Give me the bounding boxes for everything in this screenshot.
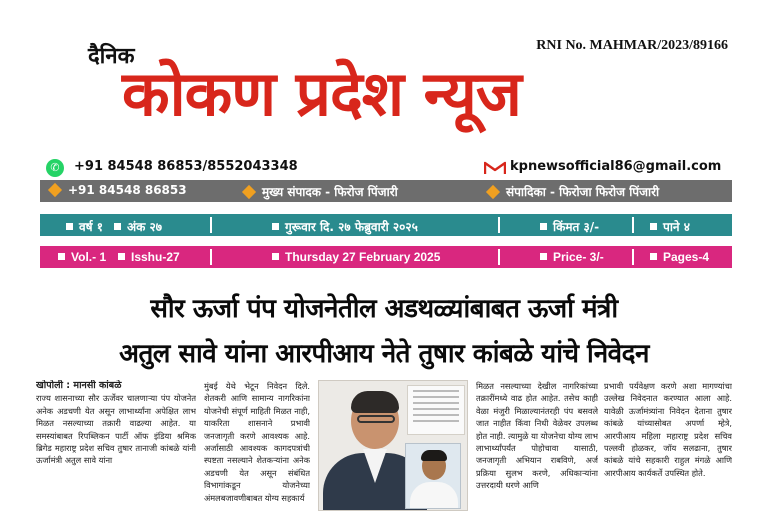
masthead-daily: दैनिक xyxy=(88,44,135,69)
square-bullet-icon xyxy=(540,253,547,260)
editor-band xyxy=(40,180,732,202)
newspaper-title: कोकण प्रदेश न्यूज xyxy=(122,57,521,130)
separator xyxy=(498,217,500,233)
square-bullet-icon xyxy=(272,223,279,230)
date-english: Thursday 27 February 2025 xyxy=(272,250,440,264)
square-bullet-icon xyxy=(114,223,121,230)
chief-editor: मुख्य संपादक - फिरोज पिंजारी xyxy=(244,183,398,200)
memo-document-image xyxy=(407,385,465,435)
headline-line-2: अतुल सावे यांना आरपीआय नेते तुषार कांबळे यांचे निवेदन xyxy=(119,339,649,369)
pages-marathi: पाने ४ xyxy=(650,218,690,235)
article-column-4 xyxy=(604,380,732,511)
separator xyxy=(210,249,212,265)
square-bullet-icon xyxy=(272,253,279,260)
date-marathi: गुरूवार दि. २७ फेब्रुवारी २०२५ xyxy=(272,218,418,235)
square-bullet-icon xyxy=(66,223,73,230)
square-bullet-icon xyxy=(540,223,547,230)
square-bullet-icon xyxy=(650,253,657,260)
editor-band-phone: +91 84548 86853 xyxy=(50,183,187,197)
price-english: Price- 3/- xyxy=(540,250,604,264)
whatsapp-icon: ✆ xyxy=(46,159,64,177)
article-text-1: राज्य शासनाच्या सौर ऊर्जेवर चालणाऱ्या पंप योजनेत अनेक अडचणी येत असून लाभार्थ्यांना अपेक्षित लाभ मिळत नसल्याच्या तक्रारी वाढल्या आहेत. या समस्यांबाबत रिपब्लिकन पार्टी ऑफ इंडिया श्रमिक ब्रिगेड महाराष्ट्र प्रदेश सचिव तुषार तानाजी कांबळे यांनी ऊर्जामंत्री अतुल सावे यांना xyxy=(36,393,196,466)
issue-info-marathi xyxy=(40,214,732,236)
article-column-1 xyxy=(36,380,196,511)
separator xyxy=(498,249,500,265)
square-bullet-icon xyxy=(58,253,65,260)
square-bullet-icon xyxy=(118,253,125,260)
issue-marathi: अंक २७ xyxy=(114,218,162,235)
headline-line-1: सौर ऊर्जा पंप योजनेतील अडथळ्यांबाबत ऊर्जा मंत्री xyxy=(150,294,618,324)
article-photo xyxy=(318,380,468,511)
separator xyxy=(632,217,634,233)
article-text-3: मिळत नसल्याच्या देखील नागरिकांच्या तक्रारींमध्ये वाढ होत आहेत. तसेच काही वेळा मंजुरी मिळाल्यानंतरही पंप बसवले जात नाहीत किंवा निधी वेळेवर उपलब्ध होत नाही. त्यामुळे या योजनेचा योग्य लाभ लाभार्थ्यांपर्यंत पोहोचावा यासाठी, जनजागृती अभियान राबविणे, अर्ज प्रक्रिया सुलभ करणे, अधिकाऱ्यांना उत्तरदायी धरणे आणि xyxy=(476,381,598,491)
diamond-icon xyxy=(48,183,62,197)
issue-info-english xyxy=(40,246,732,268)
volume-english: Vol.- 1 xyxy=(58,250,106,264)
volume-marathi: वर्ष १ xyxy=(66,218,103,235)
separator xyxy=(210,217,212,233)
separator xyxy=(632,249,634,265)
price-marathi: किंमत ३/- xyxy=(540,218,599,235)
contact-row xyxy=(0,158,768,178)
article-column-2 xyxy=(204,380,310,511)
diamond-icon xyxy=(486,185,500,199)
pages-english: Pages-4 xyxy=(650,250,709,264)
article-column-3 xyxy=(476,380,598,511)
editor: संपादिका - फिरोजा फिरोज पिंजारी xyxy=(488,183,659,200)
inset-portrait xyxy=(405,443,461,509)
article-text-4: प्रभावी पर्यवेक्षण करणे अशा मागण्यांचा उल्लेख निवेदनात करण्यात आला आहे. यावेळी ऊर्जामंत्र्यांना निवेदन देताना तुषार कांबळे यांच्यासोबत अपर्णा म्हेत्रे, आरपीआय महिला महाराष्ट्र प्रदेश सचिव पल्लवी होळकर, जॉय सलढाना, तुषार कांबळे यांचे सहकारी राहुल मंगळे आणि आरपीआय कार्यकर्ते उपस्थित होते. xyxy=(604,381,732,478)
article-byline: खोपोली : मानसी कांबळे xyxy=(36,380,122,391)
issue-english: Isshu-27 xyxy=(118,250,180,264)
contact-phones: +91 84548 86853/8552043348 xyxy=(74,159,298,174)
diamond-icon xyxy=(242,185,256,199)
square-bullet-icon xyxy=(650,223,657,230)
article-text-2: मुंबई येथे भेटून निवेदन दिले. शेतकरी आणि सामान्य नागरिकांना योजनेची संपूर्ण माहिती मिळत नाही, याकरिता शासनाने प्रभावी जनजागृती करणे आवश्यक आहे. अर्जासाठी आवश्यक कागदपत्रांची स्पष्टता नसल्याने शेतकऱ्यांना अनेक अडचणी येत असून संबंधित विभागांकडून योजनेच्या अंमलबजावणीबाबत योग्य सहकार्य xyxy=(204,381,310,503)
contact-email: kpnewsofficial86@gmail.com xyxy=(510,159,722,174)
rni-number: RNI No. MAHMAR/2023/89166 xyxy=(536,38,728,53)
gmail-icon xyxy=(484,161,506,175)
